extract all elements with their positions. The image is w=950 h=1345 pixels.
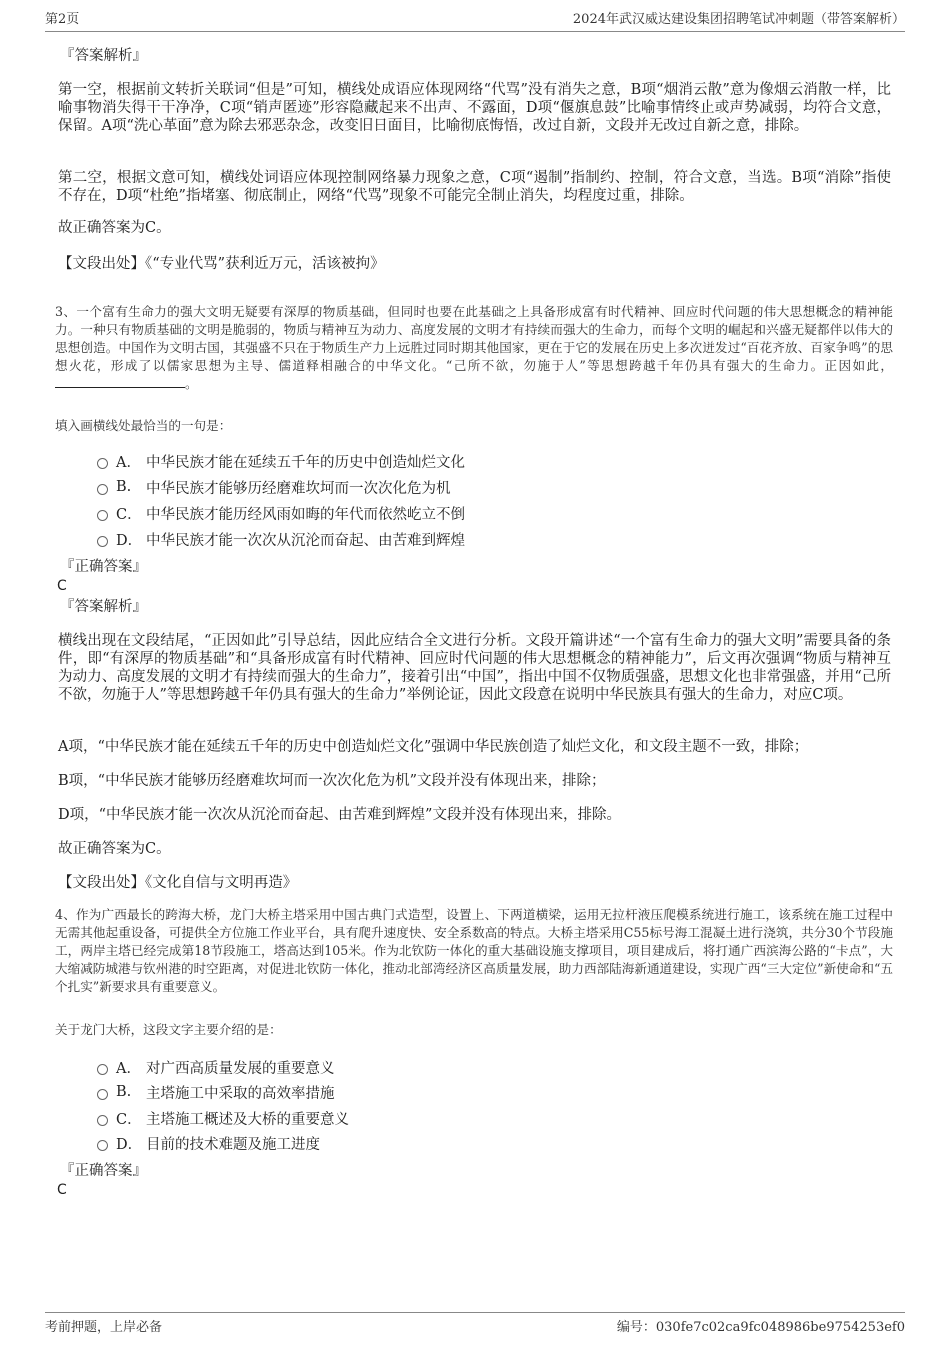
source-citation: 【文段出处】《“专业代骂”获利近万元，活该被拘》 — [58, 256, 385, 272]
option-d[interactable]: D． 目前的技术难题及施工进度 — [97, 1133, 320, 1153]
option-a[interactable]: A． 中华民族才能在延续五千年的历史中创造灿烂文化 — [97, 451, 465, 471]
correct-answer-label: 『正确答案』 — [60, 1163, 147, 1179]
radio-button[interactable] — [97, 510, 108, 521]
answer-blank — [55, 375, 185, 388]
option-text: 对广西高质量发展的重要意义 — [146, 1060, 335, 1077]
option-text: 中华民族才能够历经磨难坎坷而一次次化危为机 — [146, 480, 451, 497]
radio-button[interactable] — [97, 1089, 108, 1100]
analysis-paragraph-2: 第二空，根据文意可知，横线处词语应体现控制网络暴力现象之意，C项“遏制”指制约、控制，符合文意，当选。B项“消除”指使不存在，D项“杜绝”指堵塞、彻底制止，网络“代骂”现象不可能完全制止消失，均程度过重，排除。 — [58, 170, 891, 204]
analysis-option-a: A项，“中华民族才能在延续五千年的历史中创造灿烂文化”强调中华民族创造了灿烂文化，和文段主题不一致，排除； — [58, 739, 809, 755]
analysis-paragraph-1: 第一空，根据前文转折关联词“但是”可知，横线处成语应体现网络“代骂”没有消失之意，B项“烟消云散”意为像烟云消散一样，比喻事物消失得干干净净，C项“销声匿迹”形容隐藏起来不出声、不露面，D项“偃旗息鼓”比喻事情终止或声势减弱，均符合文意，保留。A项“洗心革面”意为除去邪恶杂念，改变旧日面目，比喻彻底悔悟，改过自新，文段并无改过自新之意，排除。 — [58, 82, 891, 134]
option-text: 主塔施工概述及大桥的重要意义 — [146, 1111, 349, 1128]
source-citation: 【文段出处】《文化自信与文明再造》 — [58, 875, 298, 891]
footer-divider — [45, 1312, 905, 1313]
question-3-prompt: 填入画横线处最恰当的一句是： — [55, 418, 232, 433]
option-text: 中华民族才能历经风雨如晦的年代而依然屹立不倒 — [146, 506, 465, 523]
radio-button[interactable] — [97, 458, 108, 469]
question-3-text: 3、一个富有生命力的强大文明无疑要有深厚的物质基础，但同时也要在此基础之上具备形成富有时代精神、回应时代问题的伟大思想概念的精神能力。一种只有物质基础的文明是脆弱的，物质与精神互为动力、高度发展的文明才有持续而强大的生命力，而每个文明的崛起和兴盛无疑都伴以伟大的思想创造。中国作为文明古国，其强盛不只在于物质生产力上远胜过同时期其他国家，更在于它的发展在历史上多次迸发过“百花齐放、百家争鸣”的思想火花，形成了以儒家思想为主导、儒道释相融合的中华文化。“己所不欲，勿施于人”等思想跨越千年仍具有强大的生命力。正因如此，。 — [55, 304, 893, 391]
radio-button[interactable] — [97, 1115, 108, 1126]
option-text: 主塔施工中采取的高效率措施 — [146, 1085, 335, 1102]
analysis-option-d: D项，“中华民族才能一次次从沉沦而奋起、由苦难到辉煌”文段并没有体现出来，排除。 — [58, 807, 621, 823]
correct-answer-value: C — [57, 1182, 67, 1198]
radio-button[interactable] — [97, 1064, 108, 1075]
analysis-conclusion: 故正确答案为C。 — [58, 220, 171, 236]
header-divider — [45, 31, 905, 32]
question-4-text: 4、作为广西最长的跨海大桥，龙门大桥主塔采用中国古典门式造型，设置上、下两道横梁，运用无拉杆液压爬模系统进行施工，该系统在施工过程中无需其他起重设备，可提供全方位施工作业平台，具有爬升速度快、安全系数高的特点。大桥主塔采用C55标号海工混凝土进行浇筑，共分30个节段施工，两岸主塔已经完成第18节段施工，塔高达到105米。作为北钦防一体化的重大基础设施支撑项目，项目建成后，将打通广西滨海公路的“卡点”，大大缩减防城港与钦州港的时空距离，对促进北钦防一体化，推动北部湾经济区高质量发展，助力西部陆海新通道建设，实现广西“三大定位”新使命和“五个扎实”新要求具有重要意义。 — [55, 907, 893, 994]
document-title: 2024年武汉威达建设集团招聘笔试冲刺题（带答案解析） — [572, 12, 905, 27]
page-number: 第2页 — [45, 12, 80, 27]
footer-slogan: 考前押题，上岸必备 — [45, 1320, 163, 1335]
option-text: 中华民族才能一次次从沉沦而奋起、由苦难到辉煌 — [146, 532, 465, 549]
option-c[interactable]: C． 主塔施工概述及大桥的重要意义 — [97, 1108, 349, 1128]
option-d[interactable]: D． 中华民族才能一次次从沉沦而奋起、由苦难到辉煌 — [97, 529, 465, 549]
analysis-label: 『答案解析』 — [60, 48, 147, 64]
option-c[interactable]: C． 中华民族才能历经风雨如晦的年代而依然屹立不倒 — [97, 503, 465, 523]
correct-answer-value: C — [57, 578, 67, 594]
question-4-prompt: 关于龙门大桥，这段文字主要介绍的是： — [55, 1022, 282, 1037]
radio-button[interactable] — [97, 536, 108, 547]
option-text: 目前的技术难题及施工进度 — [146, 1136, 320, 1153]
analysis-conclusion: 故正确答案为C。 — [58, 841, 171, 857]
analysis-label: 『答案解析』 — [60, 599, 147, 615]
radio-button[interactable] — [97, 484, 108, 495]
document-id: 编号：030fe7c02ca9fc048986be9754253ef0 — [616, 1320, 905, 1335]
radio-button[interactable] — [97, 1140, 108, 1151]
option-b[interactable]: B. 中华民族才能够历经磨难坎坷而一次次化危为机 — [97, 477, 451, 497]
option-b[interactable]: B. 主塔施工中采取的高效率措施 — [97, 1082, 335, 1102]
option-text: 中华民族才能在延续五千年的历史中创造灿烂文化 — [146, 454, 465, 471]
correct-answer-label: 『正确答案』 — [60, 559, 147, 575]
option-a[interactable]: A． 对广西高质量发展的重要意义 — [97, 1057, 335, 1077]
analysis-paragraph: 横线出现在文段结尾，“正因如此”引导总结，因此应结合全文进行分析。文段开篇讲述“一个富有生命力的强大文明”需要具备的条件，即“有深厚的物质基础”和“具备形成富有时代精神、回应时代问题的伟大思想概念的精神能力”，后文再次强调“物质与精神互为动力、高度发展的文明才有持续而强大的生命力”，接着引出“中国”，指出中国不仅物质强盛，思想文化也非常强盛，并用“己所不欲，勿施于人”等思想跨越千年仍具有强大的生命力”举例论证，因此文段意在说明中华民族具有强大的生命力，对应C项。 — [58, 633, 891, 703]
analysis-option-b: B项，“中华民族才能够历经磨难坎坷而一次次化危为机”文段并没有体现出来，排除； — [58, 773, 606, 789]
